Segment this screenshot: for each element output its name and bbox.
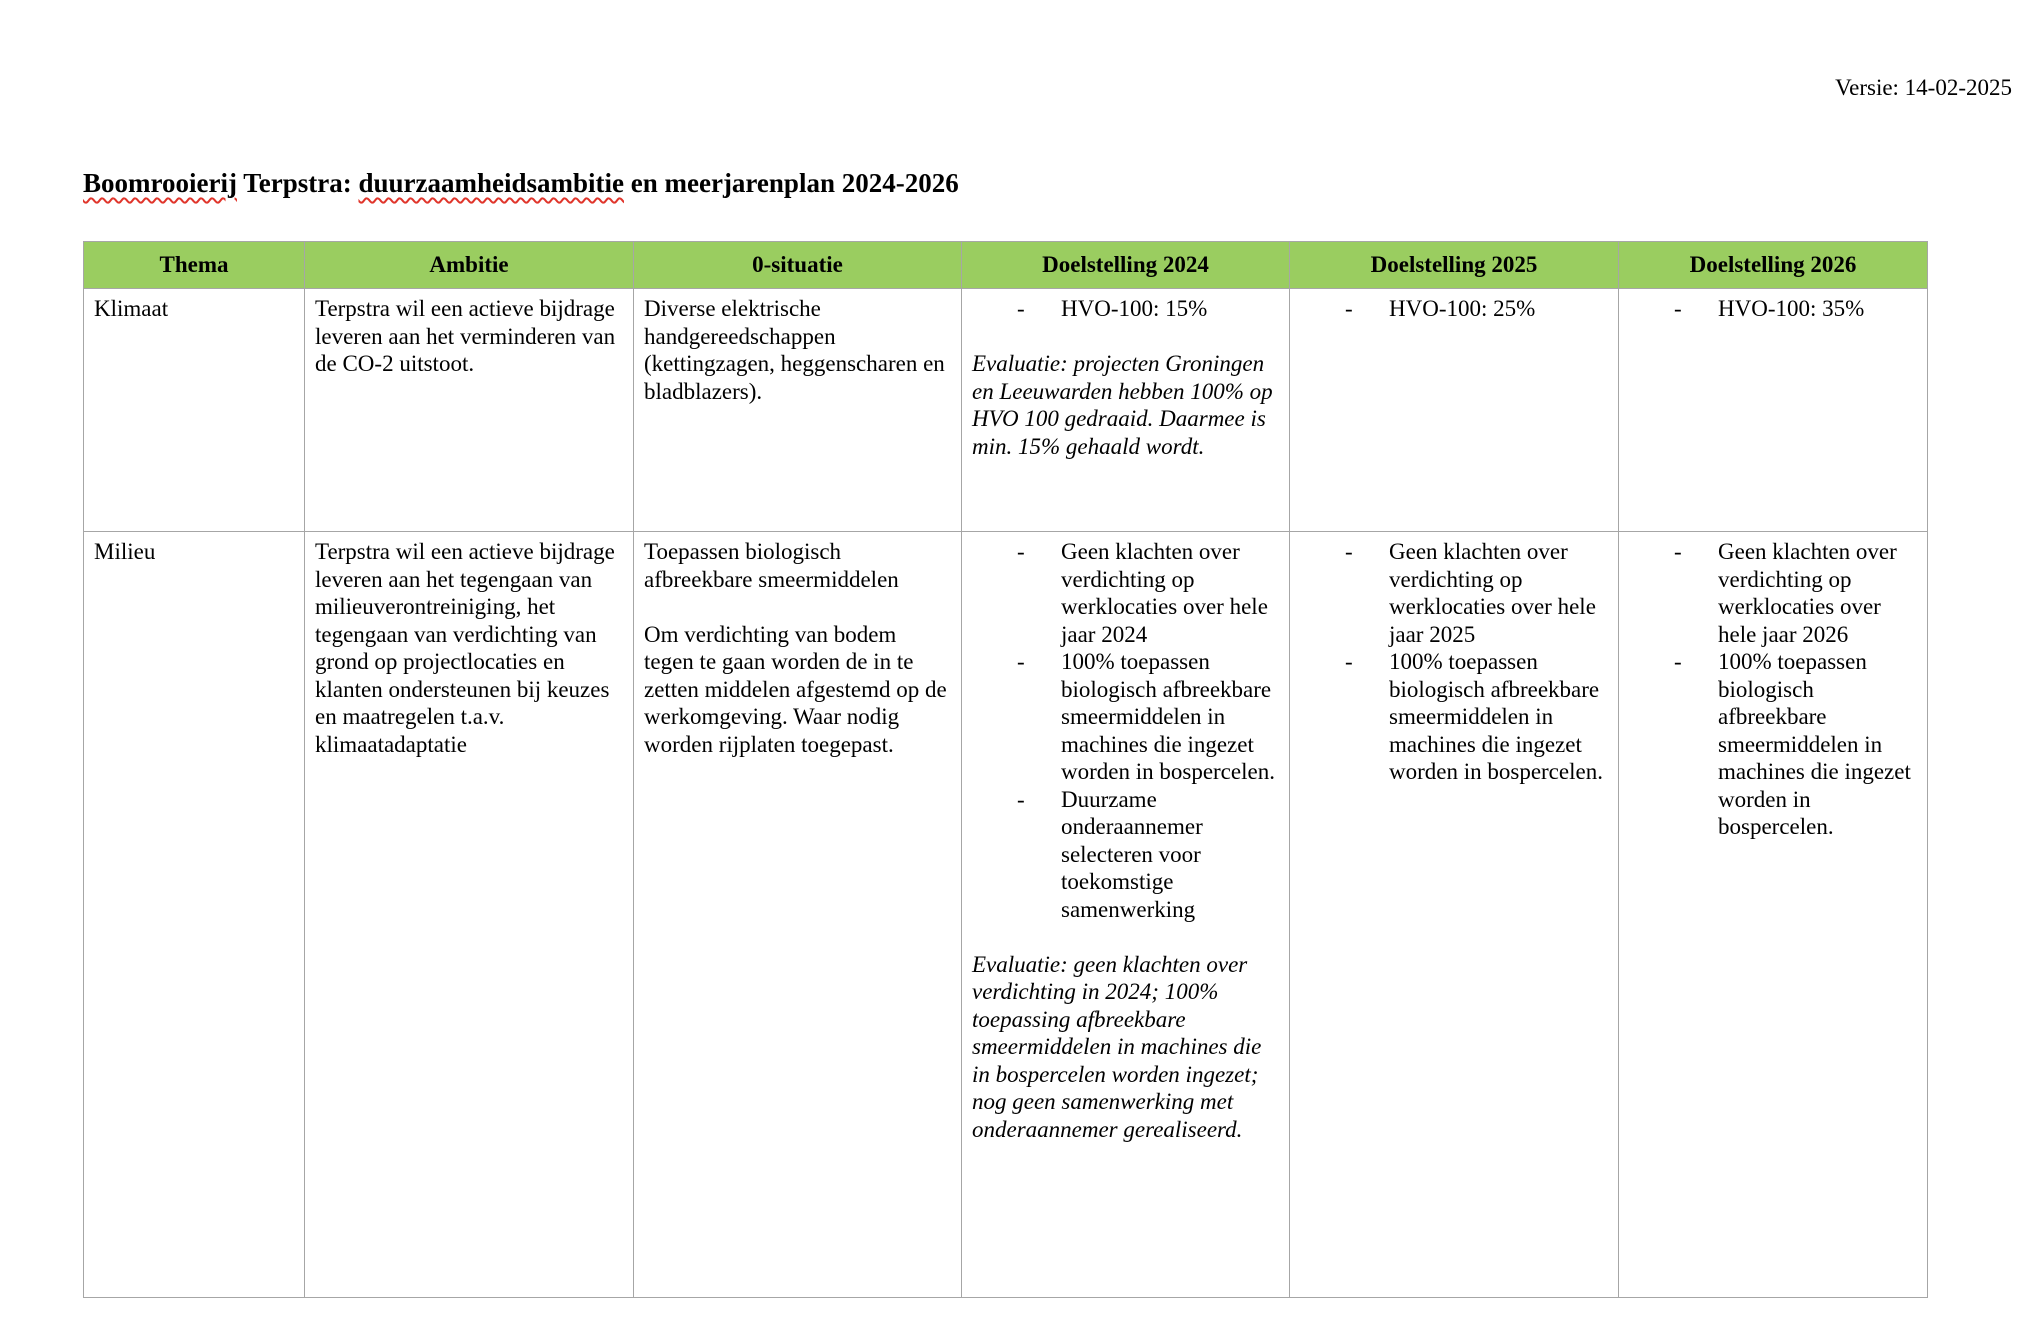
cell-doelstelling-2025: [1290, 532, 1619, 1298]
cell-doelstelling-2024: [962, 289, 1290, 532]
goal-item: - Geen klachten over verdichting op werklocaties over hele jaar 2025: [1300, 538, 1608, 648]
table-row: [84, 289, 1928, 532]
goal-item: - Duurzame onderaannemer selecteren voor toekomstige samenwerking: [972, 786, 1279, 924]
cell-doelstelling-2024: [962, 532, 1290, 1298]
cell-ambitie: Terpstra wil een actieve bijdrage leveren aan het tegengaan van milieuverontreiniging, het tegengaan van verdichting van grond op projectlocaties en klanten ondersteunen bij keuzes en maatregelen t.a.v. klimaatadaptatie: [305, 532, 634, 1298]
goal-list: [1300, 295, 1608, 323]
goal-item: - Geen klachten over verdichting op werklocaties over hele jaar 2024: [972, 538, 1279, 648]
goal-list: [972, 538, 1279, 923]
cell-0-situatie: [634, 289, 962, 532]
goal-item: - 100% toepassen biologisch afbreekbare smeermiddelen in machines die ingezet worden in bospercelen.: [1300, 648, 1608, 786]
goal-list: [1629, 538, 1917, 841]
title-word-plan: en meerjarenplan 2024-2026: [624, 168, 959, 198]
title-word-name: Terpstra:: [236, 168, 359, 198]
cell-thema: Milieu: [84, 532, 305, 1298]
cell-doelstelling-2026: [1619, 289, 1928, 532]
document-title: [83, 166, 959, 200]
goal-item: - HVO-100: 35%: [1629, 295, 1917, 323]
cell-doelstelling-2026: [1619, 532, 1928, 1298]
title-word-company: Boomrooierij: [83, 168, 237, 198]
cell-ambitie: Terpstra wil een actieve bijdrage leveren aan het verminderen van de CO-2 uitstoot.: [305, 289, 634, 532]
goal-item: - HVO-100: 15%: [972, 295, 1279, 323]
table-header-row: [84, 242, 1928, 289]
sustainability-plan-table: [83, 241, 1928, 1298]
cell-doelstelling-2025: [1290, 289, 1619, 532]
goal-list: [1300, 538, 1608, 786]
cell-thema: Klimaat: [84, 289, 305, 532]
header-thema: Thema: [84, 242, 305, 289]
evaluation-text: Evaluatie: geen klachten over verdichting in 2024; 100% toepassing afbreekbare smeermiddelen in machines die in bospercelen worden ingezet; nog geen samenwerking met onderaannemer gerealiseerd.: [972, 951, 1262, 1142]
header-doelstelling-2025: Doelstelling 2025: [1290, 242, 1619, 289]
goal-list: [1629, 295, 1917, 323]
version-date: Versie: 14-02-2025: [1835, 75, 2012, 100]
situatie-text: Om verdichting van bodem tegen te gaan worden de in te zetten middelen afgestemd op de werkomgeving. Waar nodig worden rijplaten toegepast.: [644, 621, 947, 757]
situatie-text: Diverse elektrische handgereedschappen (kettingzagen, heggenscharen en bladblazers).: [644, 296, 945, 404]
goal-item: - 100% toepassen biologisch afbreekbare smeermiddelen in machines die ingezet worden in bospercelen.: [972, 648, 1279, 786]
cell-0-situatie: [634, 532, 962, 1298]
title-word-ambition: duurzaamheidsambitie: [358, 168, 624, 198]
goal-list: [972, 295, 1279, 323]
header-ambitie: Ambitie: [305, 242, 634, 289]
header-0-situatie: 0-situatie: [634, 242, 962, 289]
table-row: [84, 532, 1928, 1298]
situatie-text: Toepassen biologisch afbreekbare smeermiddelen: [644, 539, 899, 592]
evaluation-text: Evaluatie: projecten Groningen en Leeuwarden hebben 100% op HVO 100 gedraaid. Daarmee is min. 15% gehaald wordt.: [972, 351, 1273, 459]
goal-item: - HVO-100: 25%: [1300, 295, 1608, 323]
header-doelstelling-2026: Doelstelling 2026: [1619, 242, 1928, 289]
header-doelstelling-2024: Doelstelling 2024: [962, 242, 1290, 289]
goal-item: - Geen klachten over verdichting op werklocaties over hele jaar 2026: [1629, 538, 1917, 648]
goal-item: - 100% toepassen biologisch afbreekbare smeermiddelen in machines die ingezet worden in bospercelen.: [1629, 648, 1917, 841]
